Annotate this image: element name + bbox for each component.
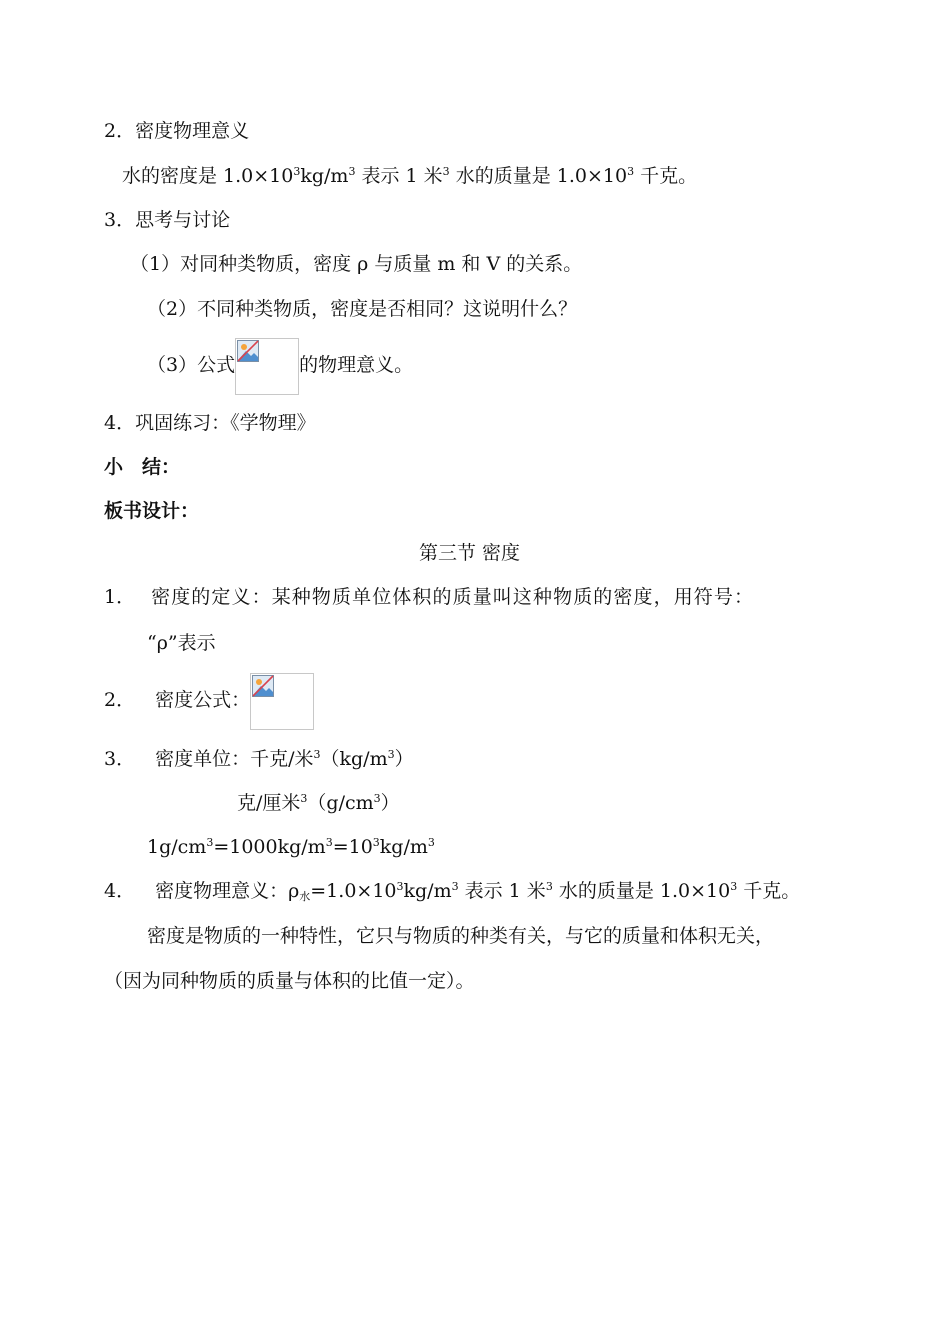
- section-2-heading: 2．密度物理意义: [104, 120, 250, 142]
- formula-image-2: [250, 673, 314, 730]
- formula-image-1: [235, 338, 299, 395]
- density-note-line-2: （因为同种物质的质量与体积的比值一定）。: [104, 970, 475, 992]
- board-item-1-cont: “ρ”表示: [147, 632, 216, 654]
- board-item-2: 2． 密度公式：: [104, 672, 314, 730]
- density-note-line-1: 密度是物质的一种特性，它只与物质的种类有关，与它的质量和体积无关，: [147, 925, 775, 947]
- board-item-1: 1． 密度的定义：某种物质单位体积的质量叫这种物质的密度，用符号：: [104, 586, 755, 608]
- question-1: （1）对同种类物质，密度 ρ 与质量 m 和 V 的关系。: [130, 253, 583, 275]
- board-item-3: 3． 密度单位：千克/米$^3(kg/m^3)$: [104, 748, 414, 770]
- section-4-heading: 4．巩固练习：《学物理》: [104, 412, 316, 434]
- broken-image-icon: [237, 340, 259, 362]
- summary-heading: 小 结：: [104, 456, 181, 478]
- board-item-3-line-2: 克/厘米$^3(g/cm^3)$: [237, 792, 400, 814]
- unit-conversion: $1g/cm^3=1000kg/m^3=10^3kg/m^3$: [147, 836, 435, 858]
- board-item-4: 4． 密度物理意义：$\rho_水=1.0\times 10^3kg/m^3$ 表示 1 米$^3$ 水的质量是 $1.0\times 10^3$ 千克。: [104, 880, 801, 903]
- broken-image-icon: [252, 675, 274, 697]
- board-title: 第三节 密度: [419, 542, 521, 564]
- section-3-heading: 3．思考与讨论: [104, 209, 231, 231]
- question-3: （3）公式 的物理意义。: [147, 337, 413, 395]
- section-2-text: 水的密度是 $1.0\times 10^3kg/m^3$ 表示 1 米$^3$ 水的质量是 $1.0\times 10^3$ 千克。: [122, 165, 698, 187]
- question-2: （2）不同种类物质，密度是否相同？这说明什么？: [147, 298, 578, 320]
- board-design-heading: 板书设计：: [104, 500, 200, 522]
